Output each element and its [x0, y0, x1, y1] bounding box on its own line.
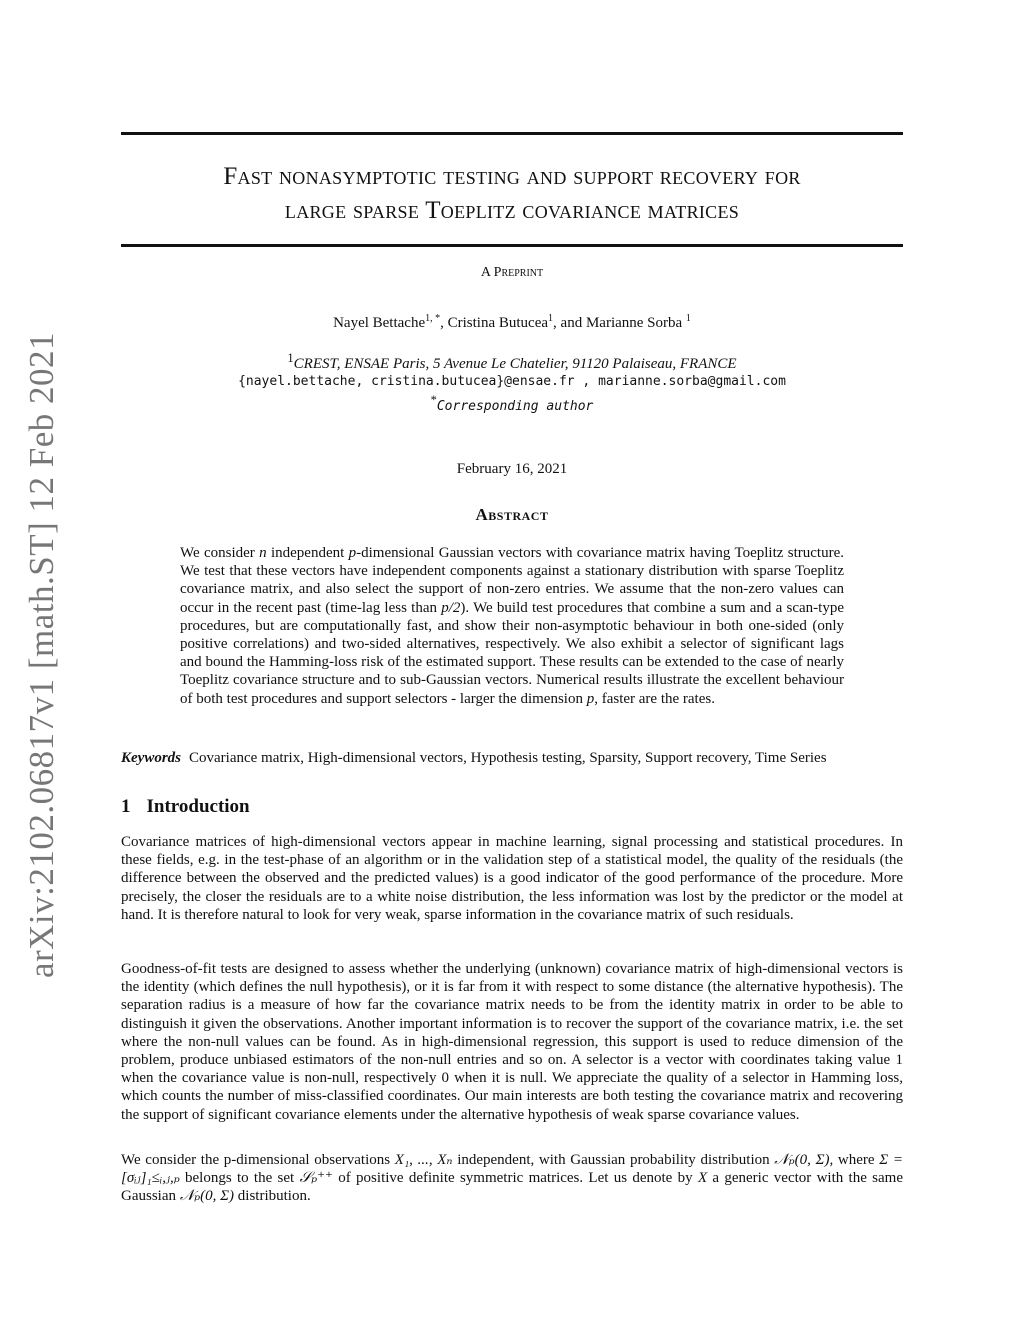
title-bottom-rule: [121, 244, 903, 247]
math-expression: Σ = [σᵢⱼ]₁≤ᵢ,ⱼ,ₚ: [121, 1152, 903, 1187]
corresponding-author-line: [121, 391, 903, 416]
intro-paragraph-3: [121, 1151, 903, 1206]
math-expression: X₁, ..., Xₙ: [394, 1152, 453, 1168]
author-affil-mark: 1: [685, 313, 691, 324]
section-number: 1: [121, 796, 131, 817]
math-symbol: n: [259, 545, 267, 561]
math-expression: 𝒩ₚ(0, Σ): [774, 1152, 830, 1168]
math-symbol: p: [348, 545, 357, 561]
paragraph-text: a generic vector with the same Gaussian: [121, 1170, 903, 1205]
affiliation-institution: CREST, ENSAE Paris, 5 Avenue Le Chatelier, 91120 Palaiseau, FRANCE: [293, 356, 737, 372]
keywords-list: Covariance matrix, High-dimensional vectors, Hypothesis testing, Sparsity, Support recovery, Time Series: [189, 750, 827, 766]
corresponding-mark: *: [430, 393, 437, 407]
affiliation-institution-line: [121, 349, 903, 373]
abstract-text: independent: [266, 545, 349, 561]
math-symbol: p: [586, 690, 595, 707]
paper-title: [121, 160, 903, 228]
abstract-text: ). We build test procedures that combine a sum and a scan-type procedures, but are computationally fast, and show their non-asymptotic behaviour in both one-sided (only positive correlations) and two-sided alternatives, respectively. We also exhibit a selector of significant lags and bound the Hamming-loss risk of the estimated support. These results can be extended to the case of nearly Toeplitz covariance structure and to sub-Gaussian vectors. Numerical results illustrate the excellent behaviour of both test procedures and support selectors - larger the dimension: [180, 599, 844, 707]
paragraph-text: independent, with Gaussian probability distribution: [452, 1152, 775, 1168]
author-list: [121, 313, 903, 332]
affiliation-block: [121, 349, 903, 416]
intro-paragraph-1: Covariance matrices of high-dimensional vectors appear in machine learning, signal processing and statistical procedures. In these fields, e.g. in the test-phase of an algorithm or in the validation step of a statistical model, the quality of the residuals (the difference between the observed and the predicted values) is a good indicator of the good performance of the procedure. More precisely, the closer the residuals are to a white noise distribution, the less information was lost by the predictor or the model at hand. It is therefore natural to look for very weak, sparse information in the covariance matrix of such residuals.: [121, 834, 903, 923]
title-top-rule: [121, 132, 903, 135]
author-separator: ,: [440, 315, 448, 331]
keywords-line: [121, 749, 911, 767]
author-name: Marianne Sorba: [585, 315, 686, 331]
math-expression: 𝒮ₚ⁺⁺: [299, 1170, 333, 1187]
author-separator: , and: [553, 315, 586, 331]
paragraph-text: We consider the p-dimensional observations: [121, 1152, 395, 1168]
section-heading: [121, 796, 903, 818]
math-expression: 𝒩ₚ(0, Σ): [179, 1188, 235, 1205]
author-emails: {nayel.bettache, cristina.butucea}@ensae.fr , marianne.sorba@gmail.com: [238, 374, 786, 389]
intro-paragraph-2: Goodness-of-fit tests are designed to assess whether the underlying (unknown) covariance matrix of high-dimensional vectors is the identity (which defines the null hypothesis), or it is far from it with respect to some distance (the alternative hypothesis). The separation radius is a measure of how far the covariance matrix needs to be from the identity matrix in order to be able to distinguish it given the observations. Another important information is to recover the support of the covariance matrix, i.e. the set where the non-null values can be found. As in high-dimensional regression, this support is used to reduce dimension of the problem, produce unbiased estimators of the non-null entries and so on. A selector is a vector with coordinates taking value 1 when the covariance value is non-null, respectively 0 when it is null. We appreciate the quality of a selector in Hamming loss, which counts the number of miss-classified coordinates. Our main interests are both testing the covariance matrix and recovering the support of significant covariance elements under the alternative hypothesis of weak sparse covariance values.: [121, 961, 903, 1123]
paper-title-line2: large sparse Toeplitz covariance matrices: [284, 197, 740, 224]
author-affil-mark: 1: [548, 313, 554, 324]
author-name: Cristina Butucea: [447, 315, 549, 331]
paragraph-text: of positive definite symmetric matrices. Let us denote by: [332, 1170, 698, 1187]
author-affil-mark: 1, *: [425, 313, 441, 324]
corresponding-author-note: Corresponding author: [436, 399, 594, 414]
math-symbol: p/2: [441, 599, 461, 616]
keywords-label: Keywords: [121, 750, 181, 766]
paper-title-line1: Fast nonasymptotic testing and support recovery for: [223, 163, 801, 190]
arxiv-identifier: arXiv:2102.06817v1 [math.ST] 12 Feb 2021: [22, 331, 61, 979]
paragraph-text: distribution.: [234, 1188, 311, 1205]
preprint-label: A Preprint: [480, 265, 544, 280]
section-title: Introduction: [146, 796, 250, 817]
paragraph-text: belongs to the set: [179, 1170, 300, 1187]
abstract-text: -dimensional Gaussian vectors with covariance matrix having Toeplitz structure. We test that these vectors have independent components against a stationary distribution with sparse Toeplitz covariance matrix, and also select the support of non-zero entries. We assume that the non-zero values can occur in the recent past (time-lag less than: [180, 545, 844, 616]
abstract-heading: Abstract: [475, 505, 549, 524]
abstract-text: , faster are the rates.: [594, 690, 715, 707]
abstract-body: [180, 544, 844, 708]
author-name: Nayel Bettache: [333, 315, 426, 331]
arxiv-identifier-sidebar: [20, 331, 64, 979]
math-expression: X: [697, 1170, 708, 1187]
publication-date: February 16, 2021: [456, 461, 568, 477]
affiliation-mark: 1: [287, 351, 294, 365]
paragraph-text: , where: [829, 1152, 880, 1168]
abstract-text: We consider: [180, 545, 260, 561]
